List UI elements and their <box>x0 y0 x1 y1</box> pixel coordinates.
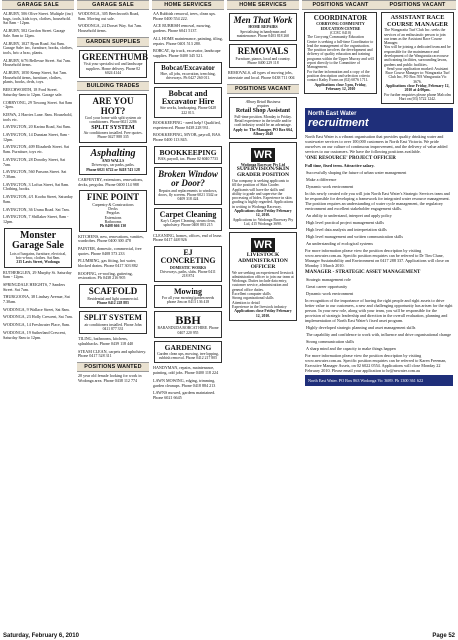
nw-footer: North East Water. PO Box 863 Wodonga Vic 3689. Ph 1300 361 622 <box>305 375 453 386</box>
livestock-item: Excellent computer skills <box>232 292 271 297</box>
broken-window-ad <box>154 167 222 205</box>
ej-title: EJ CONCRETING <box>160 248 216 266</box>
home-services-column <box>152 0 224 626</box>
finepoint-title: FINE POINT <box>86 192 140 203</box>
greenthumb-text: Visit your specialist soil and landscape suppliers. Home delivery. Phone 02 6024 4144 <box>83 62 143 75</box>
carpet-text: Kay's Carpet Cleaning, steam clean, upholstery. Phone 0400 883 215 <box>160 219 216 228</box>
roofing-ad: ROOFING, re-roofing, guttering, restoration. Ph 0438 216 905 <box>78 270 133 281</box>
asphalt-phone: Phone 6021 6722 or 0418 743 128 <box>86 167 140 172</box>
monster-title: Monster Garage Sale <box>12 229 64 252</box>
mss-item: Highly developed strategic planning and asset management skills <box>306 325 416 331</box>
carpet-title: Carpet Cleaning <box>159 209 217 219</box>
ors-item: High level practical project management skills <box>306 220 385 226</box>
lawn-ad: LAWN MOWING, edging, trimming, garden cleanups. Phone 0418 884 213 <box>153 377 216 388</box>
sup-title: SUPERVISION/SKIN GRADER POSITION <box>236 166 290 179</box>
ors-item: High level management and written communication skills <box>306 234 403 240</box>
monster-garage-sale-ad <box>4 228 72 268</box>
garage-sale-list <box>2 12 74 225</box>
page-date: Saturday, February 6, 2010 <box>3 633 79 639</box>
ors-item: An ability to understand, interpret and apply policy <box>306 213 392 219</box>
pv-left-header <box>302 0 379 10</box>
finepoint-ad <box>79 190 147 231</box>
garage-sale-ad: RUTHERGLEN, 29 Murphy St. Saturday 6am - 12pm. <box>3 269 72 280</box>
garage-sale-ad: LAVINGTON, 28 Dorothy Street, Sat 7am. <box>3 156 66 167</box>
garage-sale-ad: ALBURY, 506 Olive Street. Multiple (inc) bags, tools, kids toys, clothes, household. Sat 8am - 12pm. <box>3 11 73 26</box>
ors-bullet: Dynamic work environment <box>306 184 354 190</box>
tiling-ad: TILING, bathrooms, kitchens, splashbacks. Phone 0439 118 440 <box>78 336 134 346</box>
albury-title: Albury Retail Business <box>245 99 281 104</box>
steam-ad: STEAM CLEAN, carpets and upholstery. Phone 0417 528 311 <box>78 348 147 359</box>
finepoint-item: Extensions <box>104 215 122 220</box>
garage-sale-ad: WODONGA, 19 Sutherland Crescent, Saturday 8am to 12pm. <box>3 329 66 340</box>
bookkeeping-ad: BOOKKEEPING - need help? Qualified, experienced. Phone 0438 228 931. <box>153 119 221 130</box>
livestock-ad <box>229 232 297 321</box>
livestock-item: Experience in the livestock industry <box>232 304 287 309</box>
livestock-title: LIVESTOCK ADMINISTRATION OFFICER <box>238 252 288 270</box>
positions-vacant-wide-column <box>302 0 456 626</box>
broken-title-2: or Door? <box>171 178 205 189</box>
bobcat-text-2: Site works, landscaping. Phone 0428 222 013. <box>159 106 217 115</box>
sup-address: Applications to: Wodonga Raceway Pty Ltd, 415 Wodonga 3690. <box>232 217 294 226</box>
splitsys-title: SPLIT SYSTEM <box>91 124 135 131</box>
bobcat-excavator-ad <box>154 87 222 118</box>
sup-closing: Applications close Friday February 12, 2010. <box>234 209 292 218</box>
handyman-ad: HANDYMAN, repairs, maintenance, painting, odd jobs. Phone 0400 118 224 <box>153 365 219 376</box>
cleaning-ad: CLEANING, homes, offices, end of lease. Phone 0417 448 926 <box>153 232 223 243</box>
coord-apply: For further information and a copy of the position description and selection criteria contact Kathy Evans on (02) 6076 1711. <box>307 69 370 83</box>
kitchens-ad: KITCHENS, new, renovations, vanities, wardrobes. Phone 0400 300 478 <box>78 233 144 244</box>
carpentry-ad: CARPENTRY, extensions, renovations, decks, pergolas. Phone 0400 114 988 <box>78 176 144 187</box>
coord-title: COORDINATOR <box>313 14 368 22</box>
finepoint-item: Bathrooms <box>104 219 122 224</box>
finepoint-item: Pergolas <box>106 211 120 216</box>
removals-title: REMOVALS <box>237 46 289 57</box>
ors-item: An understanding of ecological systems <box>306 241 373 247</box>
garage-sale-ad: KIEWA, 2 Harries Lane. 8am. Household, tools etc. <box>3 111 73 122</box>
ors-sub: Full time, fixed term. Attractive salary. <box>305 163 375 169</box>
coord-text: The Corryong Community Education Centre is seeking a full-time Coordinator to lead the management of the organisation. The position involves the development and delivery of quality education and training programs within the Upper Murray and will report directly to the Committee of Management. <box>307 35 374 70</box>
service-ad: ALL HOME maintenance, painting, tiling, repairs. Phone 0401 513 280. <box>153 35 223 46</box>
splitsys2-title: SPLIT SYSTEM <box>84 313 142 323</box>
albury-apply: Apply to: The Manager, PO Box 664, Albury 2640 <box>233 127 293 136</box>
areyou-text: Cool your home with split system air conditioners. Phone 6021 2286 <box>84 116 142 125</box>
bobcat-title-2: Bobcat and Excavator Hire <box>161 88 215 106</box>
monster-address: 215 Lavis Street, Wodonga <box>16 260 60 265</box>
garage-sale-ad: ALBURY, 502 Gordon Street. Garage Sale. 8am to 12pm. <box>3 28 66 38</box>
race-course-box <box>381 12 454 104</box>
asphalting-ad <box>79 146 147 175</box>
bbh-ad <box>154 311 222 338</box>
mowing-title: Mowing <box>174 286 202 296</box>
mss-bullet: Strategic management role <box>306 277 351 283</box>
scaffold-ad <box>79 284 147 308</box>
arc-apply: Send your application marked: Assistant Race Course Manager to: Wangaratta Turf Club Inc, PO Box 593 Wangaratta Vic 3676. <box>385 66 450 84</box>
garage-sale-ad: LAVINGTON, 36 Urana Road. Sat 7am. <box>3 206 70 212</box>
lawn-ad-2: LAWNS mowed, gardens maintained. Phone 6021 6645 <box>153 390 216 400</box>
albury-sub: requires <box>256 104 270 109</box>
ors-item: High level data analysis and interpretation skills <box>306 227 387 233</box>
page-number: Page 52 <box>432 633 455 639</box>
garage-sale-ad: LAVINGTON, 14 Dunstan Street, 8am - 12pm. <box>3 132 70 142</box>
men-that-work-ad <box>229 13 297 41</box>
section-header: BUILDING TRADES <box>77 81 149 91</box>
arc-close: Applications close Friday, February 12, 2010 at 4:00pm. <box>385 84 450 93</box>
section-header: POSITIONS WANTED <box>77 362 149 372</box>
scaffold-text: Residential and light commercial. <box>87 296 139 301</box>
ors-contact: For more information please view the position description by visiting www.newater.com.au. Specific position enquiries can be referred to Dr Tim Clune, Manager Sustainability and Environment on 0417 288 337. Applications will close on Monday 1 March 2010. <box>305 248 449 269</box>
bobcat-text: Hire, all jobs, excavation, trenching, driveways. Ph 0427 260 011. <box>160 71 216 81</box>
pv-right-header <box>379 0 456 10</box>
nw-title: North East Water <box>308 111 357 118</box>
livestock-item: Attention to detail <box>232 300 260 305</box>
wr-banner: Wodonga Raceway Pty Ltd <box>240 163 286 168</box>
scaffold-title: SCAFFOLD <box>88 286 138 297</box>
arc-text-2: You will be joining a dedicated team and be responsible for the maintenance and development of the Wangaratta racecourse and training facilities, surrounding lawns, gardens and public facilities. <box>384 45 451 67</box>
garage-ad: WODONGA, 305 Beechworth Road, 8am. Moving out sale. <box>78 11 140 21</box>
ors-title: 'ONE RESOURCE' PROJECT OFFICER <box>305 156 396 162</box>
finepoint-sub: Carpentry & Constructions <box>92 202 134 207</box>
coordinator-ad <box>302 10 379 106</box>
section-header: POSITIONS VACANT <box>302 0 379 10</box>
wr-logo: WR <box>232 235 294 253</box>
asphalt-sub: Driveways, car parks, paths. <box>91 163 135 168</box>
gardening-text: Garden clean ups, mowing, tree lopping, rubbish removal. Phone 0412 217 805 <box>157 351 219 361</box>
garage-sale-ad: ALBURY, 1027 Ryan Road. Sat 8am. Garage Sale: inc, furniture, books, clothes, tools, bric a brac, plants. <box>3 40 73 55</box>
mowing-ad <box>154 285 222 308</box>
albury-text: Full-time position. Monday to Friday. Retail experience in the textile and/or craft industry would be an advantage. <box>234 114 292 128</box>
garage-sale-ad: LAVINGTON, 20 Karina Road, Sat 8am. <box>3 124 71 130</box>
garage-sale-column <box>2 0 74 626</box>
livestock-item: Strong organisational skills <box>232 296 274 301</box>
mss-text: In recognition of the importance of having the right people and right assets to drive better value to our customers, a new and challenging opportunity has arisen for the right person. In your new role, along with your team, you will be responsible for the provision of strategic leadership and direction in the overall evaluation, planning and implementation of North East Water's fixed asset program. <box>305 298 453 324</box>
coordinator-box <box>304 12 377 94</box>
removals-ad-2: REMOVALS, all types of moving jobs, interstate and local. Phone 0438 711 004 <box>228 70 295 81</box>
garage-sale-ad: LAVINGTON, 4/1 Kooba Street, Saturday 8am. <box>3 194 73 204</box>
ors-bullet: Make a difference <box>306 177 337 183</box>
gardening-ad <box>154 341 222 363</box>
service-ad: AA Rubbish removal, trees, clean ups. Phone 0400 554 222. <box>153 11 216 21</box>
removals-text: Furniture, pianos, local and country. Phone 0400 229 118 <box>235 56 291 66</box>
bbh-logo: BBH <box>175 312 201 327</box>
ej-text: Driveways, paths, slabs. Phone 0411 218 874 <box>160 270 216 279</box>
bookkeeping-text: BAS, payroll, tax. Phone 02 6040 7733 <box>158 156 218 161</box>
splitsys2-text: air conditioners installed. Phone John 0411 877 331 <box>84 322 142 331</box>
nw-intro: North East Water is a vibrant organisation that provides quality drinking water and wastewater services to over 100,000 customers in North East Victoria. We pride ourselves on our culture of continuous improvement, and the delivery of value added services to our customers. We have the following positions available. <box>305 134 448 155</box>
greenthumb-title: GREENTHUMB <box>82 51 149 62</box>
section-header: POSITIONS VACANT <box>379 0 456 10</box>
mtw-title: Men That Work <box>233 15 293 25</box>
ej-sub: DOMESTIC WORKS <box>169 265 207 270</box>
garage-sale-ad: LAVINGTON, 3 Loftus Street, Sat 8am. Clothing, books. <box>3 181 70 192</box>
sup-text: Our company is seeking applicants to fill the position of Skin Grader. Applicants will have the skills and ability to grade and supervise the processing of hides. Experience in skin grading is highly regarded. Applications in writing to Wodonga Raceway. <box>232 178 294 209</box>
mss-title: MANAGER - STRATEGIC ASSET MANAGEMENT <box>305 270 421 276</box>
garage-sale-ad: CORRYONG, 29 Towong Street. Sat 8am - 2pm. <box>3 99 73 110</box>
mowing-text: For all your mowing/garden needs phone Jim on 0413 136 418 <box>161 296 215 305</box>
section-header: POSITIONS VACANT <box>227 84 299 94</box>
bookkeeping-title: BOOKKEEPING <box>159 147 217 157</box>
are-you-hot-ad <box>79 94 147 142</box>
mss-bullet: Great career opportunity <box>306 284 348 290</box>
albury-role: Retail Shop Assistant <box>235 108 291 115</box>
ors-text: In this newly created role you will join North East Water's Strategic Services team and be responsible for developing a framework for integrated water resource management. The position requires an understanding of water cycle management, the regulatory environment and excellent stakeholder engagement skills. <box>305 191 450 212</box>
garden-column <box>77 0 149 626</box>
gardening-title: GARDENING <box>164 342 212 352</box>
service-ad: ACE RUBBISH removal, mowing, gardens. Phone 6041 5137. <box>153 23 211 34</box>
plumbing-ad: PLUMBING, gas fitting, hot water, blocked drains. Phone 0417 303 882 <box>78 258 138 269</box>
monster-text: Lots of bargains, furniture, electrical, bric-a-brac, clothes. Sat 8am. <box>9 251 67 260</box>
garage-sale-ad: WODONGA, 9 Wallace Street, Sat 8am. <box>3 306 70 312</box>
positions-wanted-ad: 20 year old female looking for work in Wodonga area. Phone 0438 112 774 <box>78 372 142 383</box>
garage-ad: WODONGA, 24 Dorset Way. Sat 7am. Household items. <box>78 23 143 34</box>
garage-sale-ad: BEECHWORTH, 18 Ford Street. Saturday 6am to 12pm. Garage sale. <box>3 87 63 97</box>
asphalt-text: AND WALLS <box>101 159 125 163</box>
ej-concreting-ad <box>154 246 222 282</box>
splitsys-text: Air conditioners installed. Free quotes. Phone 0427 888 335 <box>83 130 143 140</box>
carpet-cleaning-ad <box>154 208 222 231</box>
skin-grader-ad <box>229 142 297 229</box>
garage-sale-ad: LAVINGTON, 409 Elizabeth Street. Sat 8am. Furniture, toys etc. <box>3 144 70 155</box>
asphalt-title: Asphalting <box>90 147 136 159</box>
garage-sale-ad: SPRINGDALE HEIGHTS, 7 Sanders Street. Sat 7am. <box>3 281 66 292</box>
race-course-ad <box>379 10 456 106</box>
finepoint-item: Decks <box>108 207 118 212</box>
coord-org: CORRYONG COMMUNITY EDUCATION CENTRE <box>316 22 365 31</box>
service-ad: BOBCAT, tip truck, excavator, landscape supplies. Phone 0400 345 521. <box>153 48 221 58</box>
mss-item: Strong communication skills <box>306 339 355 345</box>
split-system-ad <box>79 311 147 334</box>
section-header: GARDEN SUPPLIES <box>77 37 149 47</box>
painter-ad: PAINTER, domestic, commercial, free quotes. Phone 0408 573 233 <box>78 245 142 256</box>
garage-sale-ad: ALBURY, 1050 Kemp Street, Sat 7am. Household items, furniture, clothes, plants, books, dvds, toys. <box>3 70 68 85</box>
scaffold-phone: Phone 0412 228 885 <box>97 300 129 305</box>
nw-recruitment: recruitment <box>308 117 369 130</box>
arc-contact: For further enquiries please phone Malcolm Hart on (03) 5722 1242. <box>384 92 451 101</box>
broken-title: Broken Window <box>158 168 218 179</box>
bookkeeping-ad: BOOKKEEPING, MYOB, payroll, BAS. Phone 0400 113 845. <box>153 132 222 143</box>
mss-item: The capability and confidence to work with, influence and drive organisational change <box>306 332 452 338</box>
garage-sale-ad: THURGOONA, 38 Lindsay Avenue, Sat 7.30am. <box>3 294 70 305</box>
north-east-water-banner <box>305 108 453 132</box>
section-header: GARAGE SALE <box>77 0 149 10</box>
removals-ad <box>229 44 297 68</box>
mtw-sub: HOME REPAIRS <box>248 25 278 30</box>
positions-vacant-column <box>227 0 299 626</box>
broken-text: Repairs and replacements to windows, doors, fly screens. Phone 6021 3342 or 0409 318 424 <box>158 188 218 202</box>
section-header: GARAGE SALE <box>2 0 74 10</box>
wr-logo: WR <box>232 145 294 163</box>
arc-title: ASSISTANT RACE COURSE MANAGER <box>386 14 449 28</box>
finepoint-phone: Ph 0408 666 130 <box>99 224 127 229</box>
albury-retail-ad <box>229 97 297 139</box>
mtw-text: Specialising in handyman and maintenance. Phone 0403 818 260 <box>236 29 290 39</box>
bookkeeping-box <box>154 146 222 164</box>
garage-sale-ad: LAVINGTON, 560 Parsons Street. Sat 7.30am. <box>3 169 67 179</box>
mss-bullet: Dynamic work environment <box>306 291 354 297</box>
garage-sale-ad: WODONGA, 14 Freshwater Place, 8am. <box>3 322 70 328</box>
garage-sale-ad: WODONGA, 23 Holly Crescent, Sat 7am. <box>3 314 73 320</box>
garage-sale-ad: LAVINGTON, 7 Shillaker Street, 8am - 12pm. <box>3 214 69 224</box>
areyou-title: ARE YOU HOT? <box>92 96 134 116</box>
coord-ref: (CCEC 0410) <box>330 30 351 35</box>
garage-sale-more-list <box>2 271 74 341</box>
livestock-close: Applications close Friday February 12, 2010. <box>234 309 292 318</box>
ors-bullet: Successfully shaping the future of urban water management <box>306 170 407 176</box>
section-header: HOME SERVICES <box>152 0 224 10</box>
bobcat-ad <box>154 62 222 84</box>
mss-item: A sharp mind and the capacity to make things happen <box>306 346 396 352</box>
garage-sale-ad: ALBURY, 6/76 Bellevue Street. Sat 7am. Household items. <box>3 57 71 68</box>
greenthumb-ad <box>79 50 147 78</box>
bobcat-title: Bobcat/Excavator <box>161 63 215 72</box>
livestock-text: We are seeking an experienced livestock administration officer to join our team at Wodonga. Duties include data entry, customer service, administration and general office duties. <box>232 270 294 292</box>
mss-contact: For more information please view the position description by visiting www.newater.com.au. Specific position enquiries can be referred to Karen Freeman, Executive Manager Assets, on 02 6022 0554. Applications will close Monday 22 February 2010. Please email your application to hr@newater.com.au <box>305 353 447 374</box>
section-header: HOME SERVICES <box>227 0 299 10</box>
coord-close: Applications close 5 pm, Friday, February 12, 2010 <box>314 82 367 91</box>
arc-text: The Wangaratta Turf Club Inc. seeks the services of an enthusiastic person to join our team as the Assistant Race Course Manager. <box>384 28 446 46</box>
bbh-text: BARANDUDA BOBCAT HIRE. Phone 0407 220 955 <box>157 326 219 335</box>
